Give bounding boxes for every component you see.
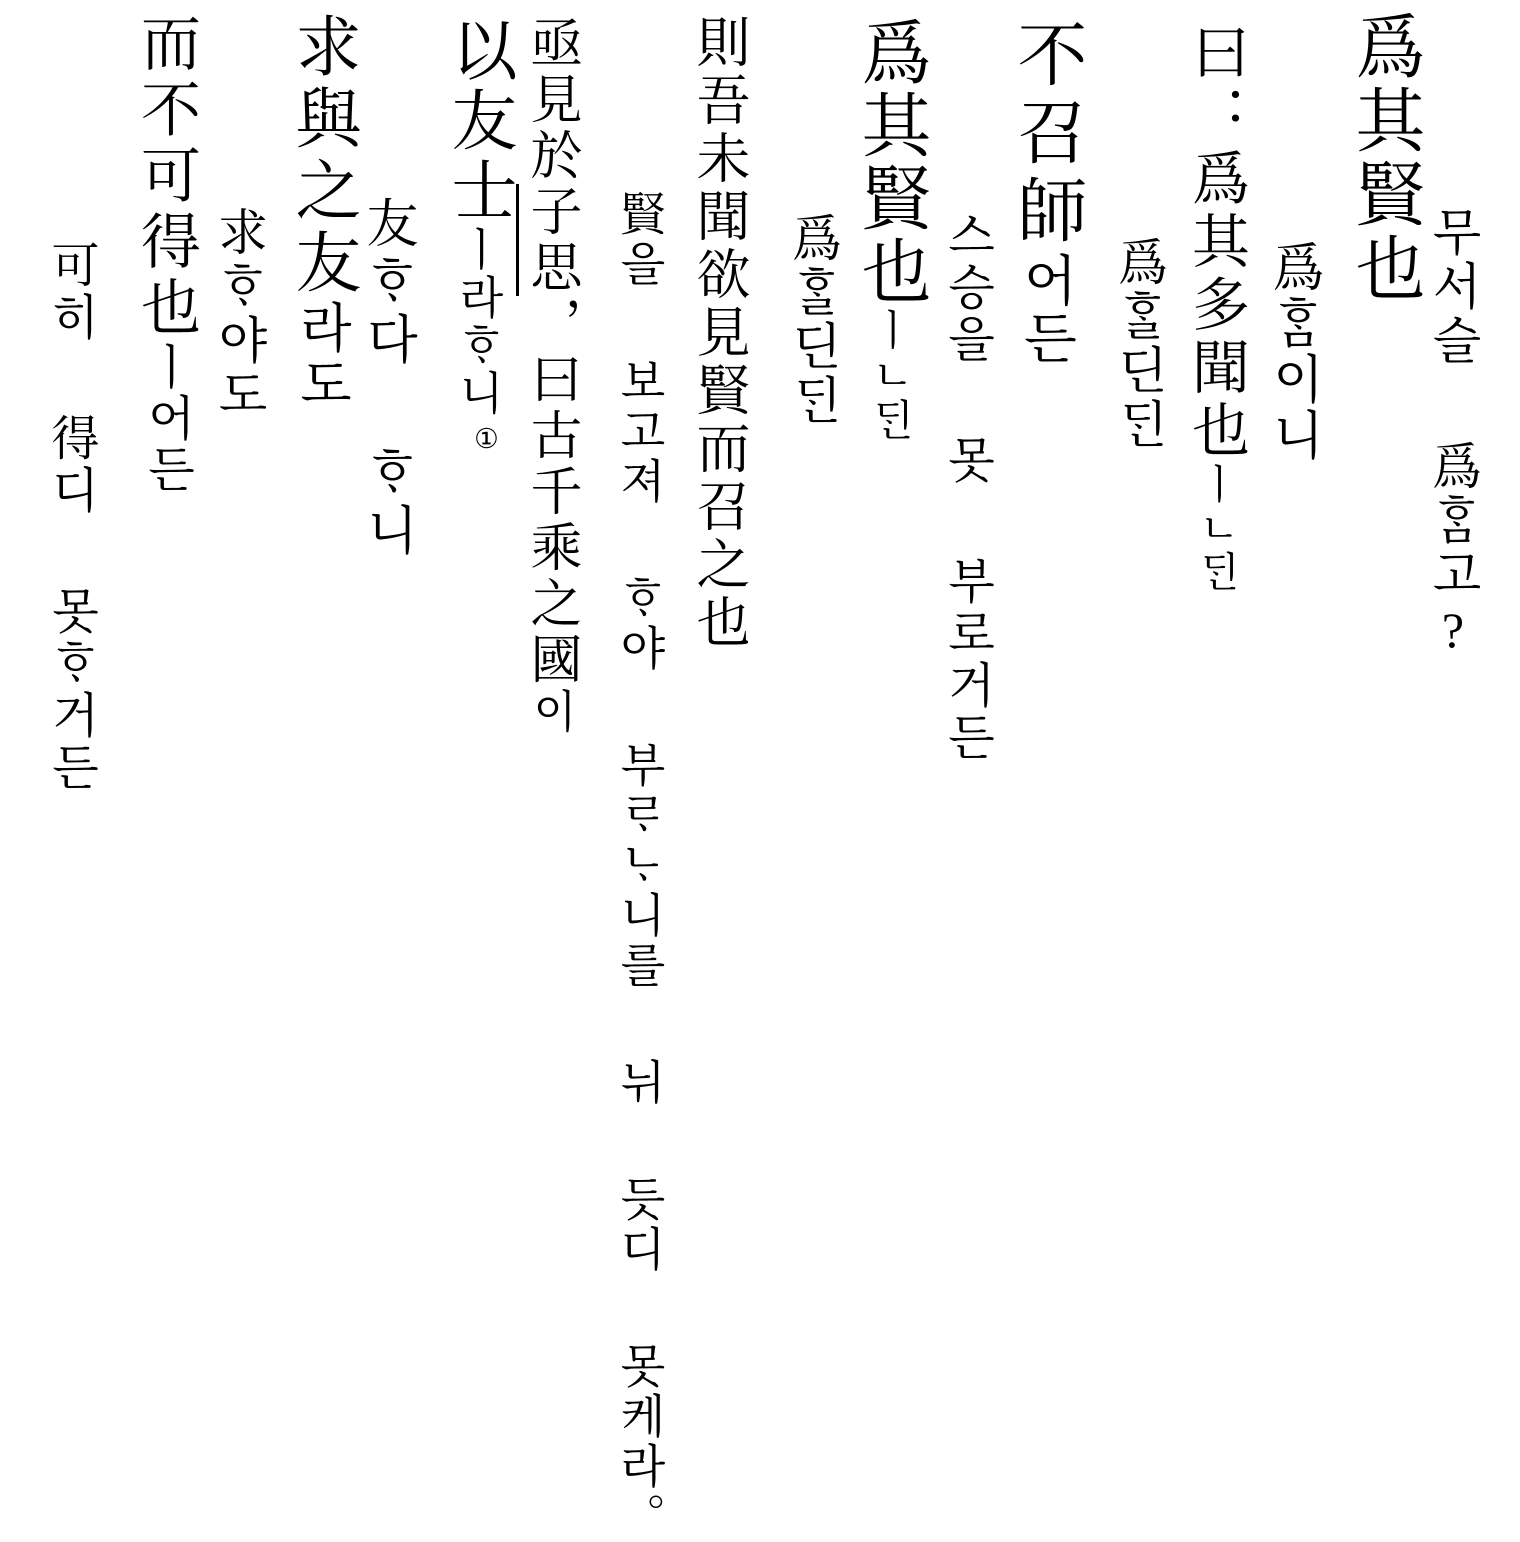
gloss-text: 友ᄒᆞ다 ᄒᆞ니 <box>358 196 415 561</box>
proper-noun-mark-zisi: 子思 <box>516 184 579 296</box>
hanmun-column-ze-wu-wei-wen <box>689 14 749 652</box>
gloss-column-what-for <box>1425 206 1481 662</box>
gloss-column-hyeon-eul <box>614 190 665 1542</box>
gloss-column-wi-hol-dindaen-1 <box>1111 236 1167 452</box>
gloss-column-ka-hi <box>44 240 97 794</box>
hanmun-column-wei-qi-duowen <box>1183 22 1248 594</box>
hangul-tail: 이 <box>526 688 575 736</box>
hanmun-column-yi-you-shi <box>441 16 514 455</box>
hanmun-column-wei-qi-xian-ye <box>1345 10 1422 306</box>
hanmun-text: ，曰古千乘之國 <box>522 296 579 688</box>
hangul-tail: ㅣㄴᄃᆡᆫ <box>1193 463 1238 594</box>
hanmun-text: 亟見於 <box>522 16 579 184</box>
gloss-column-wi-hol-dindaen-2 <box>785 212 841 428</box>
gloss-column-gu-hayado <box>211 206 267 422</box>
hanmun-text: 而不可得也 <box>133 12 199 342</box>
gloss-text: 爲ᄒᆞᆯ딘ᄃᆡᆫ <box>1111 236 1167 452</box>
gloss-column-wi-hom-ini <box>1264 240 1321 464</box>
hanmun-text: 不召師 <box>1007 18 1084 252</box>
hanmun-column-wei-qi-xian-ye-2 <box>851 16 928 443</box>
hanmun-text: 則吾未聞欲見賢而召之也 <box>689 14 749 652</box>
hangul-tail: ㅣ어든 <box>140 342 193 495</box>
hanmun-column-bu-zhao-shi <box>1007 18 1084 368</box>
hangul-tail: 라도 <box>292 300 350 412</box>
footnote-marker-1: ① <box>471 421 502 455</box>
gloss-column-seuseung <box>940 210 993 764</box>
hanmun-text: 爲其賢也 <box>851 16 928 308</box>
gloss-column-u-hada <box>358 196 415 561</box>
gloss-text: 賢을 보고져 ᄒᆞ야 부ᄅᆞᄂᆞ니를 뉘 듯디 못케라。 <box>614 190 665 1542</box>
hanmun-text: 以友士 <box>441 16 514 226</box>
hangul-tail: 어든 <box>1015 252 1076 368</box>
hanmun-text: 求與之友 <box>285 12 358 300</box>
hangul-tail: ㅣ라ᄒᆞ니 <box>452 226 502 418</box>
gloss-text: 求ᄒᆞ야도 <box>211 206 267 422</box>
hanmun-column-qiu-yu-zhi-you <box>285 12 358 412</box>
gloss-text: 爲ᄒᆞᆯ딘ᄃᆡᆫ <box>785 212 841 428</box>
hanmun-column-ji-jian-yu-zisi <box>522 16 579 736</box>
gloss-text: 무서슬 爲ᄒᆞᆷ고? <box>1425 206 1481 662</box>
hanmun-text: 爲其賢也 <box>1345 10 1422 306</box>
gloss-text: 爲ᄒᆞᆷ이니 <box>1264 240 1321 464</box>
hanmun-text: 曰：爲其多聞也 <box>1183 22 1248 463</box>
hanmun-column-er-bu-ke-de-ye <box>133 12 199 495</box>
gloss-text: 可히 得디 못ᄒᆞ거든 <box>44 240 97 794</box>
hangul-tail: ㅣㄴᄃᆡᆫ <box>866 308 912 443</box>
gloss-text: 스승을 못 부로거든 <box>940 210 993 764</box>
